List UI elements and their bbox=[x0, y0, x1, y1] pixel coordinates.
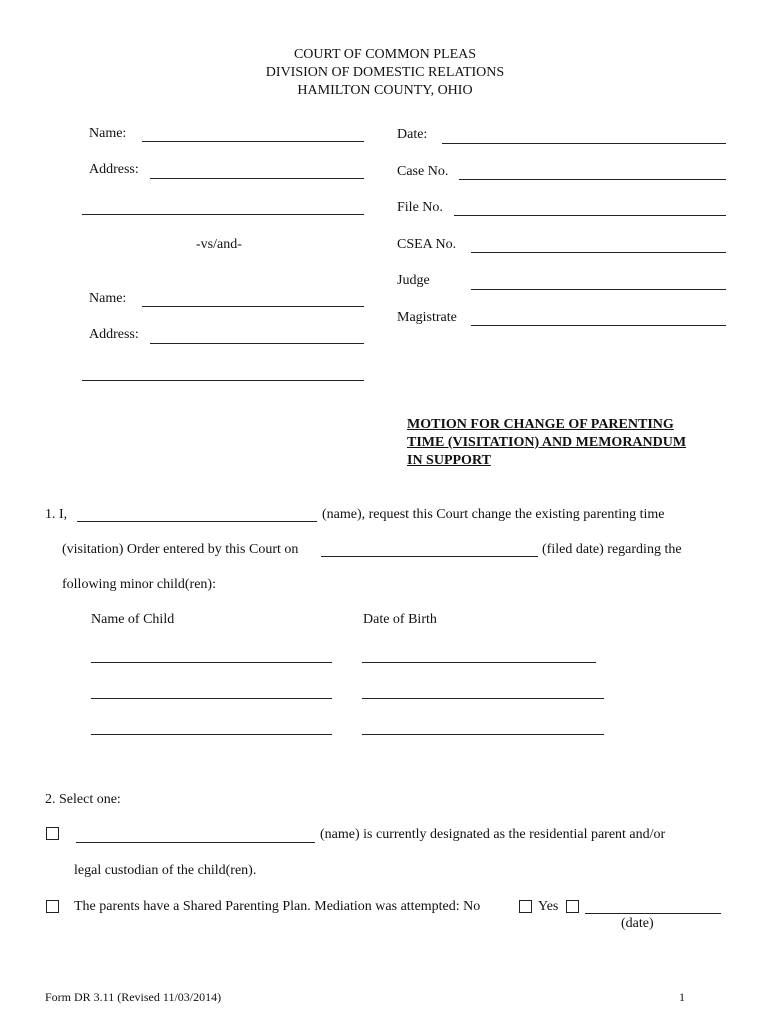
address1-label: Address: bbox=[89, 162, 139, 177]
motion-title bbox=[407, 416, 686, 470]
magistrate-field[interactable] bbox=[471, 325, 726, 326]
case-no-label: Case No. bbox=[397, 164, 449, 179]
filed-date-text: (filed date) regarding the bbox=[542, 542, 682, 557]
judge-label: Judge bbox=[397, 273, 430, 288]
filed-date-field[interactable] bbox=[321, 556, 538, 557]
date-field[interactable] bbox=[442, 143, 726, 144]
address2-line2-field[interactable] bbox=[82, 380, 364, 381]
child-name-field-3[interactable] bbox=[91, 734, 332, 735]
page-number: 1 bbox=[679, 990, 685, 1004]
mediation-yes-checkbox[interactable] bbox=[566, 900, 579, 913]
visitation-text: (visitation) Order entered by this Court on bbox=[62, 542, 299, 557]
residential-parent-name-field[interactable] bbox=[76, 842, 315, 843]
date-label: Date: bbox=[397, 127, 428, 142]
csea-no-field[interactable] bbox=[471, 252, 726, 253]
child-dob-field-3[interactable] bbox=[362, 734, 604, 735]
child-name-field-2[interactable] bbox=[91, 698, 332, 699]
court-name: COURT OF COMMON PLEAS bbox=[293, 47, 477, 62]
file-no-field[interactable] bbox=[454, 215, 726, 216]
address1-field[interactable] bbox=[150, 178, 364, 179]
name2-label: Name: bbox=[89, 291, 127, 306]
legal-custodian-text: legal custodian of the child(ren). bbox=[74, 863, 257, 878]
residential-parent-checkbox[interactable] bbox=[46, 827, 59, 840]
title-line-1: MOTION FOR CHANGE OF PARENTING bbox=[407, 417, 674, 432]
title-line-2: TIME (VISITATION) AND MEMORANDUM bbox=[407, 435, 687, 450]
residential-parent-text: (name) is currently designated as the residential parent and/or bbox=[320, 827, 666, 842]
mediation-date-field[interactable] bbox=[585, 913, 721, 914]
requester-name-field[interactable] bbox=[77, 521, 317, 522]
mediation-date-caption: (date) bbox=[621, 916, 654, 931]
address2-field[interactable] bbox=[150, 343, 364, 344]
following-children-text: following minor child(ren): bbox=[62, 577, 216, 592]
file-no-label: File No. bbox=[397, 200, 443, 215]
title-line-3: IN SUPPORT bbox=[407, 453, 491, 468]
vs-label: -vs/and- bbox=[196, 237, 242, 252]
name1-label: Name: bbox=[89, 126, 127, 141]
court-county: HAMILTON COUNTY, OHIO bbox=[297, 83, 473, 98]
mediation-yes-label: Yes bbox=[538, 899, 559, 914]
child-dob-field-2[interactable] bbox=[362, 698, 604, 699]
child-dob-field-1[interactable] bbox=[362, 662, 596, 663]
judge-field[interactable] bbox=[471, 289, 726, 290]
address1-line2-field[interactable] bbox=[82, 214, 364, 215]
shared-parenting-text: The parents have a Shared Parenting Plan. Mediation was attempted: No bbox=[74, 899, 481, 914]
name-of-child-header: Name of Child bbox=[91, 612, 175, 627]
shared-parenting-checkbox[interactable] bbox=[46, 900, 59, 913]
section1-request-text: (name), request this Court change the existing parenting time bbox=[322, 507, 665, 522]
case-no-field[interactable] bbox=[459, 179, 726, 180]
address2-label: Address: bbox=[89, 327, 139, 342]
court-header bbox=[0, 46, 770, 100]
name1-field[interactable] bbox=[142, 141, 364, 142]
child-name-field-1[interactable] bbox=[91, 662, 332, 663]
section1-prefix: 1. I, bbox=[45, 507, 68, 522]
section2-heading: 2. Select one: bbox=[45, 792, 121, 807]
court-division: DIVISION OF DOMESTIC RELATIONS bbox=[265, 65, 505, 80]
csea-no-label: CSEA No. bbox=[397, 237, 457, 252]
magistrate-label: Magistrate bbox=[397, 310, 457, 325]
mediation-no-checkbox[interactable] bbox=[519, 900, 532, 913]
form-identifier: Form DR 3.11 (Revised 11/03/2014) bbox=[45, 990, 222, 1004]
date-of-birth-header: Date of Birth bbox=[363, 612, 437, 627]
name2-field[interactable] bbox=[142, 306, 364, 307]
